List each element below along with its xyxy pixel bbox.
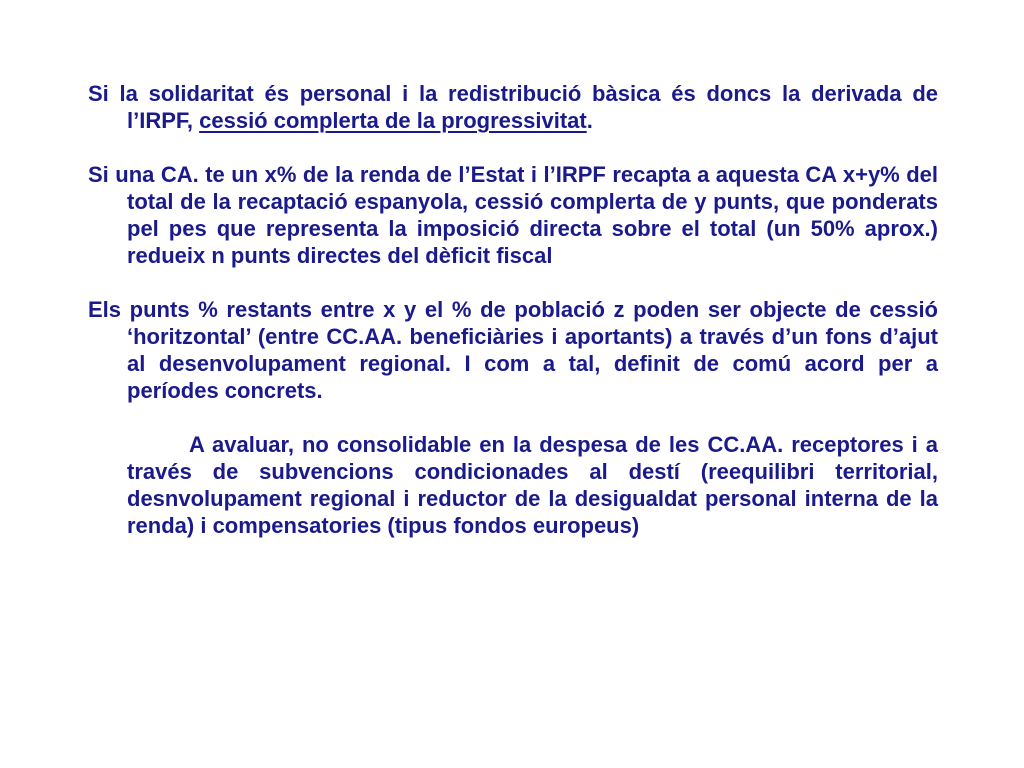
slide-body [88,80,938,566]
paragraph-1-underlined-text: cessió complerta de la progressivitat [199,108,587,133]
paragraph-4: A avaluar, no consolidable en la despesa de les CC.AA. receptores i a través de subvencions condicionades al destí (reequilibri territorial, desnvolupament regional i reductor de la desigualdat personal interna de la renda) i compensatories (tipus fondos europeus) [127,432,938,538]
paragraph-1-text-after: . [586,108,593,133]
paragraph-3: Els punts % restants entre x y el % de població z poden ser objecte de cessió ‘horitzontal’ (entre CC.AA. beneficiàries i aportants) a través d’un fons d’ajut al desenvolupament regional. I com a tal, definit de comú acord per a períodes concrets. [88,297,938,403]
paragraph-1 [88,80,938,134]
paragraph-1-text-before: Si la solidaritat és personal i la redistribució bàsica és doncs la derivada de l’IRPF, [88,81,938,133]
paragraph-2: Si una CA. te un x% de la renda de l’Estat i l’IRPF recapta a aquesta CA x+y% del total de la recaptació espanyola, cessió complerta de y punts, que ponderats pel pes que representa la imposició directa sobre el total (un 50% aprox.) redueix n punts directes del dèficit fiscal [88,162,938,268]
